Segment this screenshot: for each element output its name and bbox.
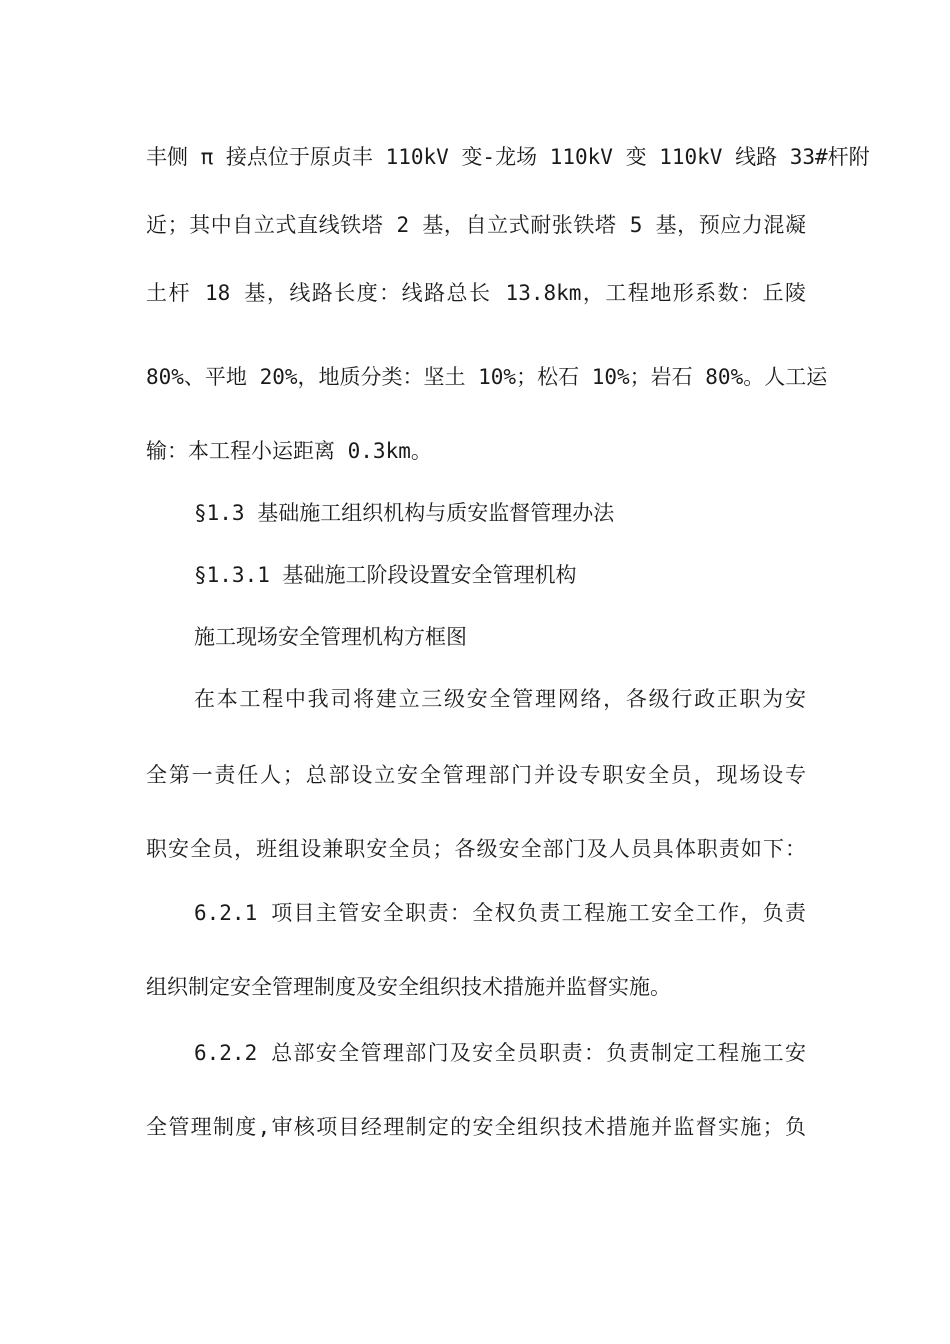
paragraph-line: 土杆 18 基，线路长度：线路总长 13.8km，工程地形系数：丘陵 [146,281,806,305]
paragraph-line: 80%、平地 20%，地质分类：坚土 10%；松石 10%；岩石 80%。人工运 [146,365,828,389]
paragraph-line: 近；其中自立式直线铁塔 2 基，自立式耐张铁塔 5 基，预应力混凝 [146,213,806,237]
section-heading: §1.3 基础施工组织机构与质安监督管理办法 [194,501,615,525]
paragraph-line: 职安全员，班组设兼职安全员；各级安全部门及人员具体职责如下： [146,837,806,861]
paragraph-line: 6.2.1 项目主管安全职责：全权负责工程施工安全工作，负责 [194,901,806,925]
paragraph-line: 全管理制度,审核项目经理制定的安全组织技术措施并监督实施；负 [146,1115,806,1139]
paragraph-line: 组织制定安全管理制度及安全组织技术措施并监督实施。 [146,975,671,999]
paragraph-line: 输：本工程小运距离 0.3km。 [146,439,432,463]
paragraph-line: 全第一责任人；总部设立安全管理部门并设专职安全员，现场设专 [146,763,806,787]
subsection-heading: §1.3.1 基础施工阶段设置安全管理机构 [194,563,577,587]
paragraph-line: 丰侧 π 接点位于原贞丰 110kV 变-龙场 110kV 变 110kV 线路 33#杆附 [146,145,870,169]
paragraph-line: 6.2.2 总部安全管理部门及安全员职责：负责制定工程施工安 [194,1041,806,1065]
figure-caption: 施工现场安全管理机构方框图 [194,625,467,649]
paragraph-line: 在本工程中我司将建立三级安全管理网络，各级行政正职为安 [194,687,806,711]
